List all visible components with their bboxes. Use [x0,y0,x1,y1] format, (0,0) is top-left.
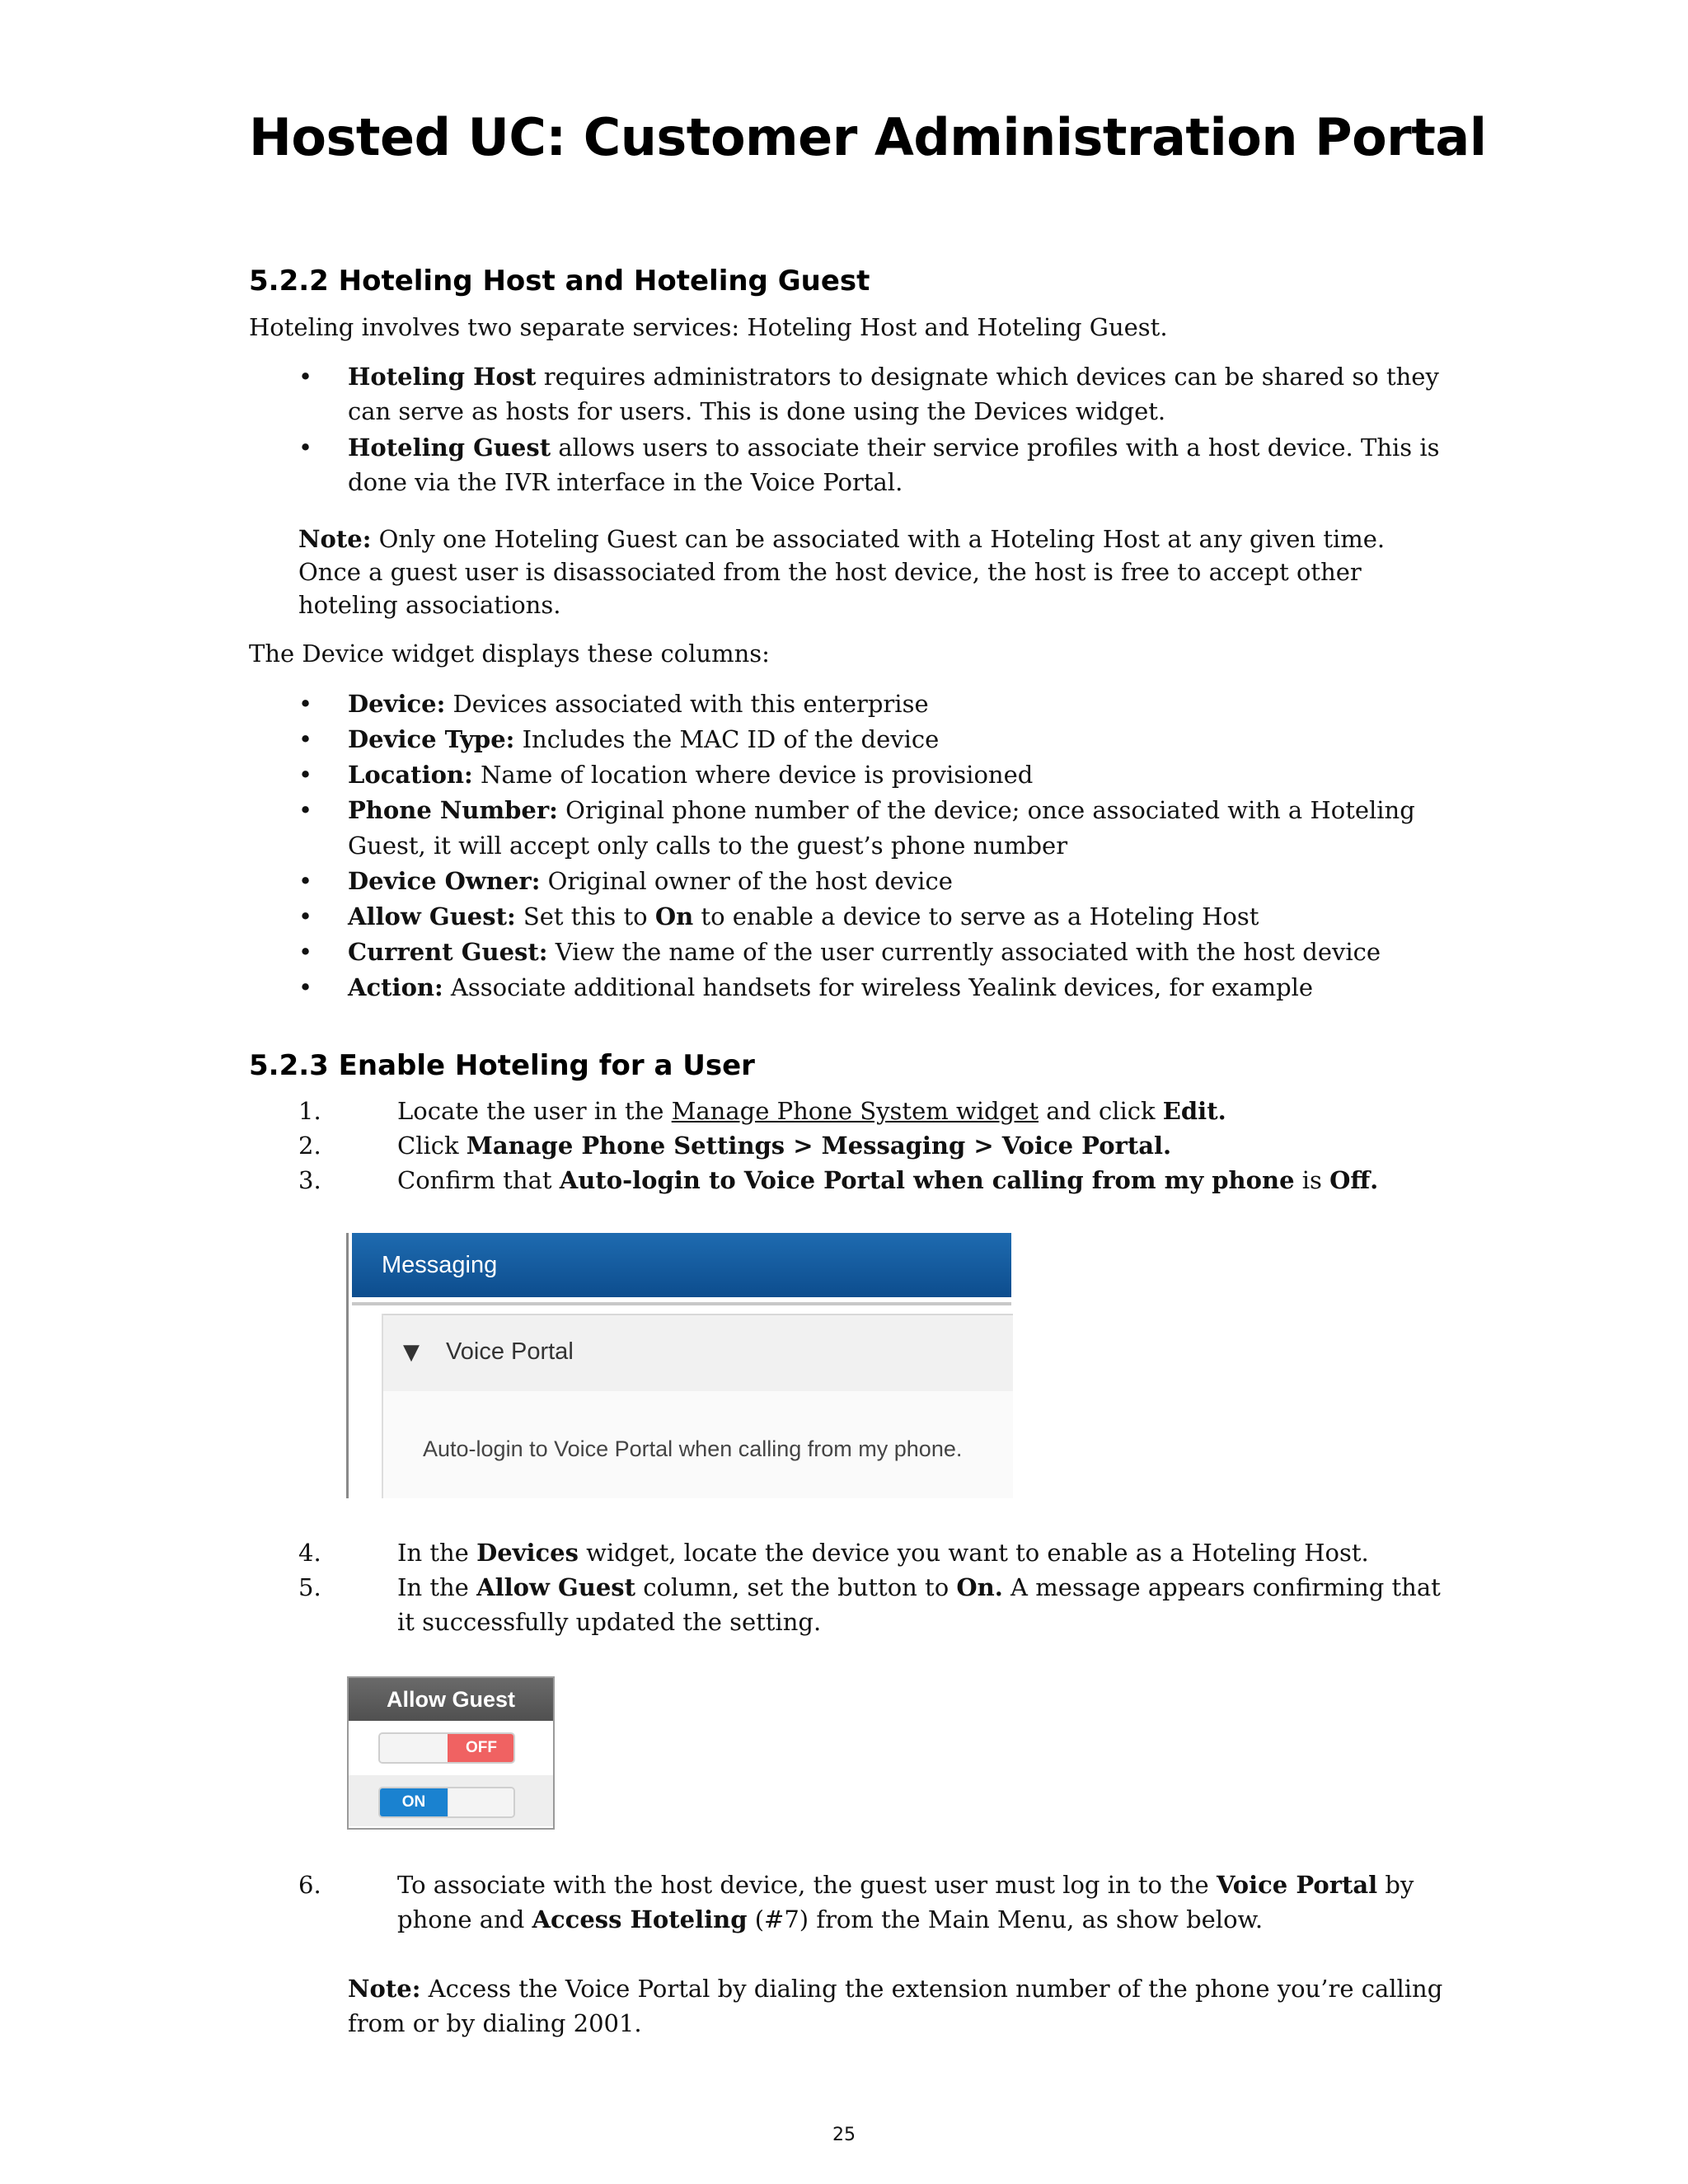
step-item [298,1128,1452,1163]
note-text: Access the Voice Portal by dialing the extension number of the phone you’re calling from or by dialing 2001. [348,1975,1443,2037]
term-label: Device Owner: [348,867,541,895]
note-label: Note: [298,525,372,553]
bullet-icon: • [298,902,313,930]
step-text: Click [397,1132,467,1160]
allow-guest-toggle-off[interactable] [378,1732,515,1764]
bullet-icon: • [298,796,313,824]
term-label: Hoteling Host [348,363,537,391]
step-text: is [1294,1166,1330,1194]
term-label: Device Type: [348,725,515,753]
steps-list-4-5 [298,1535,1452,1639]
bullet-icon: • [298,725,313,753]
term-description: Original owner of the host device [540,867,953,895]
toggle-state-label: OFF [448,1734,515,1762]
document-title: Hosted UC: Customer Administration Portal [249,107,1487,167]
bullet-icon: • [298,690,313,718]
step-text: column, set the button to [635,1573,957,1601]
allow-guest-column-header: Allow Guest [349,1678,553,1721]
table-row [349,1721,553,1774]
step-emphasis: Off. [1329,1166,1379,1194]
step-item [298,1570,1452,1639]
toggle-state-label: ON [380,1788,448,1816]
term-description: View the name of the user currently associated with the host device [547,938,1381,966]
step-text: In the [397,1573,477,1601]
term-description: requires administrators to designate which devices can be shared so they can serve as hosts for users. This is done using the Devices widget. [348,363,1439,425]
step-emphasis: On. [956,1573,1003,1601]
step-number: 2. [298,1132,321,1160]
allow-guest-toggle-on[interactable] [378,1787,515,1818]
bullet-icon: • [298,434,313,462]
step-emphasis: Voice Portal [1216,1871,1378,1899]
bullet-icon: • [298,973,313,1001]
list-item [249,430,1452,499]
term-description: Devices associated with this enterprise [445,690,929,718]
step-number: 3. [298,1166,321,1194]
note-label: Note: [348,1975,421,2003]
step-item [298,1094,1452,1128]
step-number: 6. [298,1871,321,1899]
list-item [249,722,1452,757]
term-label: Device: [348,690,446,718]
step-item [298,1535,1452,1570]
list-item [249,793,1452,864]
term-label: Allow Guest: [348,902,516,930]
step-text: Confirm that [397,1166,560,1194]
voice-portal-note [348,1971,1452,2041]
list-item [249,359,1452,429]
step-emphasis: Manage Phone Settings > Messaging > Voice Portal. [466,1132,1172,1160]
step-item [298,1163,1452,1197]
term-description: Associate additional handsets for wireless Yealink devices, for example [443,973,1314,1001]
hoteling-note [298,523,1436,621]
list-item [249,935,1452,970]
term-label: Hoteling Guest [348,434,551,462]
term-label: Action: [348,973,443,1001]
voice-portal-panel [382,1314,1013,1498]
term-description-tail: to enable a device to serve as a Hoteling Host [693,902,1259,930]
table-row [349,1775,553,1826]
list-item [249,899,1452,935]
step-text: (#7) from the Main Menu, as show below. [747,1905,1264,1933]
voice-portal-title: Voice Portal [446,1338,574,1365]
bullet-icon: • [298,938,313,966]
messaging-header: Messaging [352,1233,1011,1297]
bullet-icon: • [298,761,313,789]
term-label: Phone Number: [348,796,558,824]
page-number: 25 [832,2125,856,2145]
term-label: Location: [348,761,473,789]
divider [352,1297,1011,1305]
toggle-knob [448,1788,515,1816]
steps-list-6 [298,1868,1452,1937]
step-number: 5. [298,1573,321,1601]
auto-login-option-label: Auto-login to Voice Portal when calling from my phone. [423,1436,963,1461]
term-description: Includes the MAC ID of the device [514,725,940,753]
step-item [298,1868,1452,1937]
bullet-icon: • [298,867,313,895]
step-emphasis: Auto-login to Voice Portal when calling from my phone [559,1166,1295,1194]
allow-guest-screenshot [347,1676,555,1830]
list-item [249,687,1452,722]
messaging-screenshot [346,1233,1010,1498]
section-heading-5-2-2: 5.2.2 Hoteling Host and Hoteling Guest [249,265,870,298]
step-text: by phone and [397,1871,1414,1933]
steps-list-1-3 [298,1094,1452,1197]
step-text: widget, locate the device you want to enable as a Hoteling Host. [578,1539,1369,1567]
term-description: Original phone number of the device; once associated with a Hoteling Guest, it will accept only calls to the guest’s phone number [348,796,1415,860]
term-description: Name of location where device is provisioned [472,761,1034,789]
triangle-down-icon[interactable]: ▼ [403,1340,420,1365]
list-item [249,864,1452,899]
step-emphasis: Access Hoteling [532,1905,748,1933]
list-item [249,970,1452,1005]
step-emphasis: Edit. [1162,1097,1226,1125]
term-description: allows users to associate their service profiles with a host device. This is done via the IVR interface in the Voice Portal. [348,434,1440,496]
manage-phone-system-link[interactable]: Manage Phone System widget [671,1097,1039,1125]
device-columns-list [249,687,1452,1005]
step-number: 4. [298,1539,321,1567]
step-text: Locate the user in the [397,1097,672,1125]
step-text: To associate with the host device, the guest user must log in to the [397,1871,1217,1899]
step-text: and click [1039,1097,1163,1125]
section-intro: Hoteling involves two separate services: Hoteling Host and Hoteling Guest. [249,313,1168,341]
section-heading-5-2-3: 5.2.3 Enable Hoteling for a User [249,1049,755,1082]
bullet-icon: • [298,363,313,391]
on-emphasis: On [654,902,694,930]
step-text: In the [397,1539,477,1567]
columns-intro: The Device widget displays these columns: [249,640,770,668]
step-text: A message appears confirming that it successfully updated the setting. [397,1573,1441,1636]
voice-portal-panel-header[interactable] [383,1314,1013,1391]
toggle-knob [380,1734,448,1762]
list-item [249,757,1452,793]
step-number: 1. [298,1097,321,1125]
term-description: Set this to [515,902,655,930]
note-text: Only one Hoteling Guest can be associated with a Hoteling Host at any given time. Once a guest user is disassociated from the host device, the host is free to accept other hoteling associations. [298,525,1386,619]
term-label: Current Guest: [348,938,548,966]
hoteling-services-list [249,359,1452,499]
step-emphasis: Allow Guest [476,1573,636,1601]
step-emphasis: Devices [476,1539,579,1567]
